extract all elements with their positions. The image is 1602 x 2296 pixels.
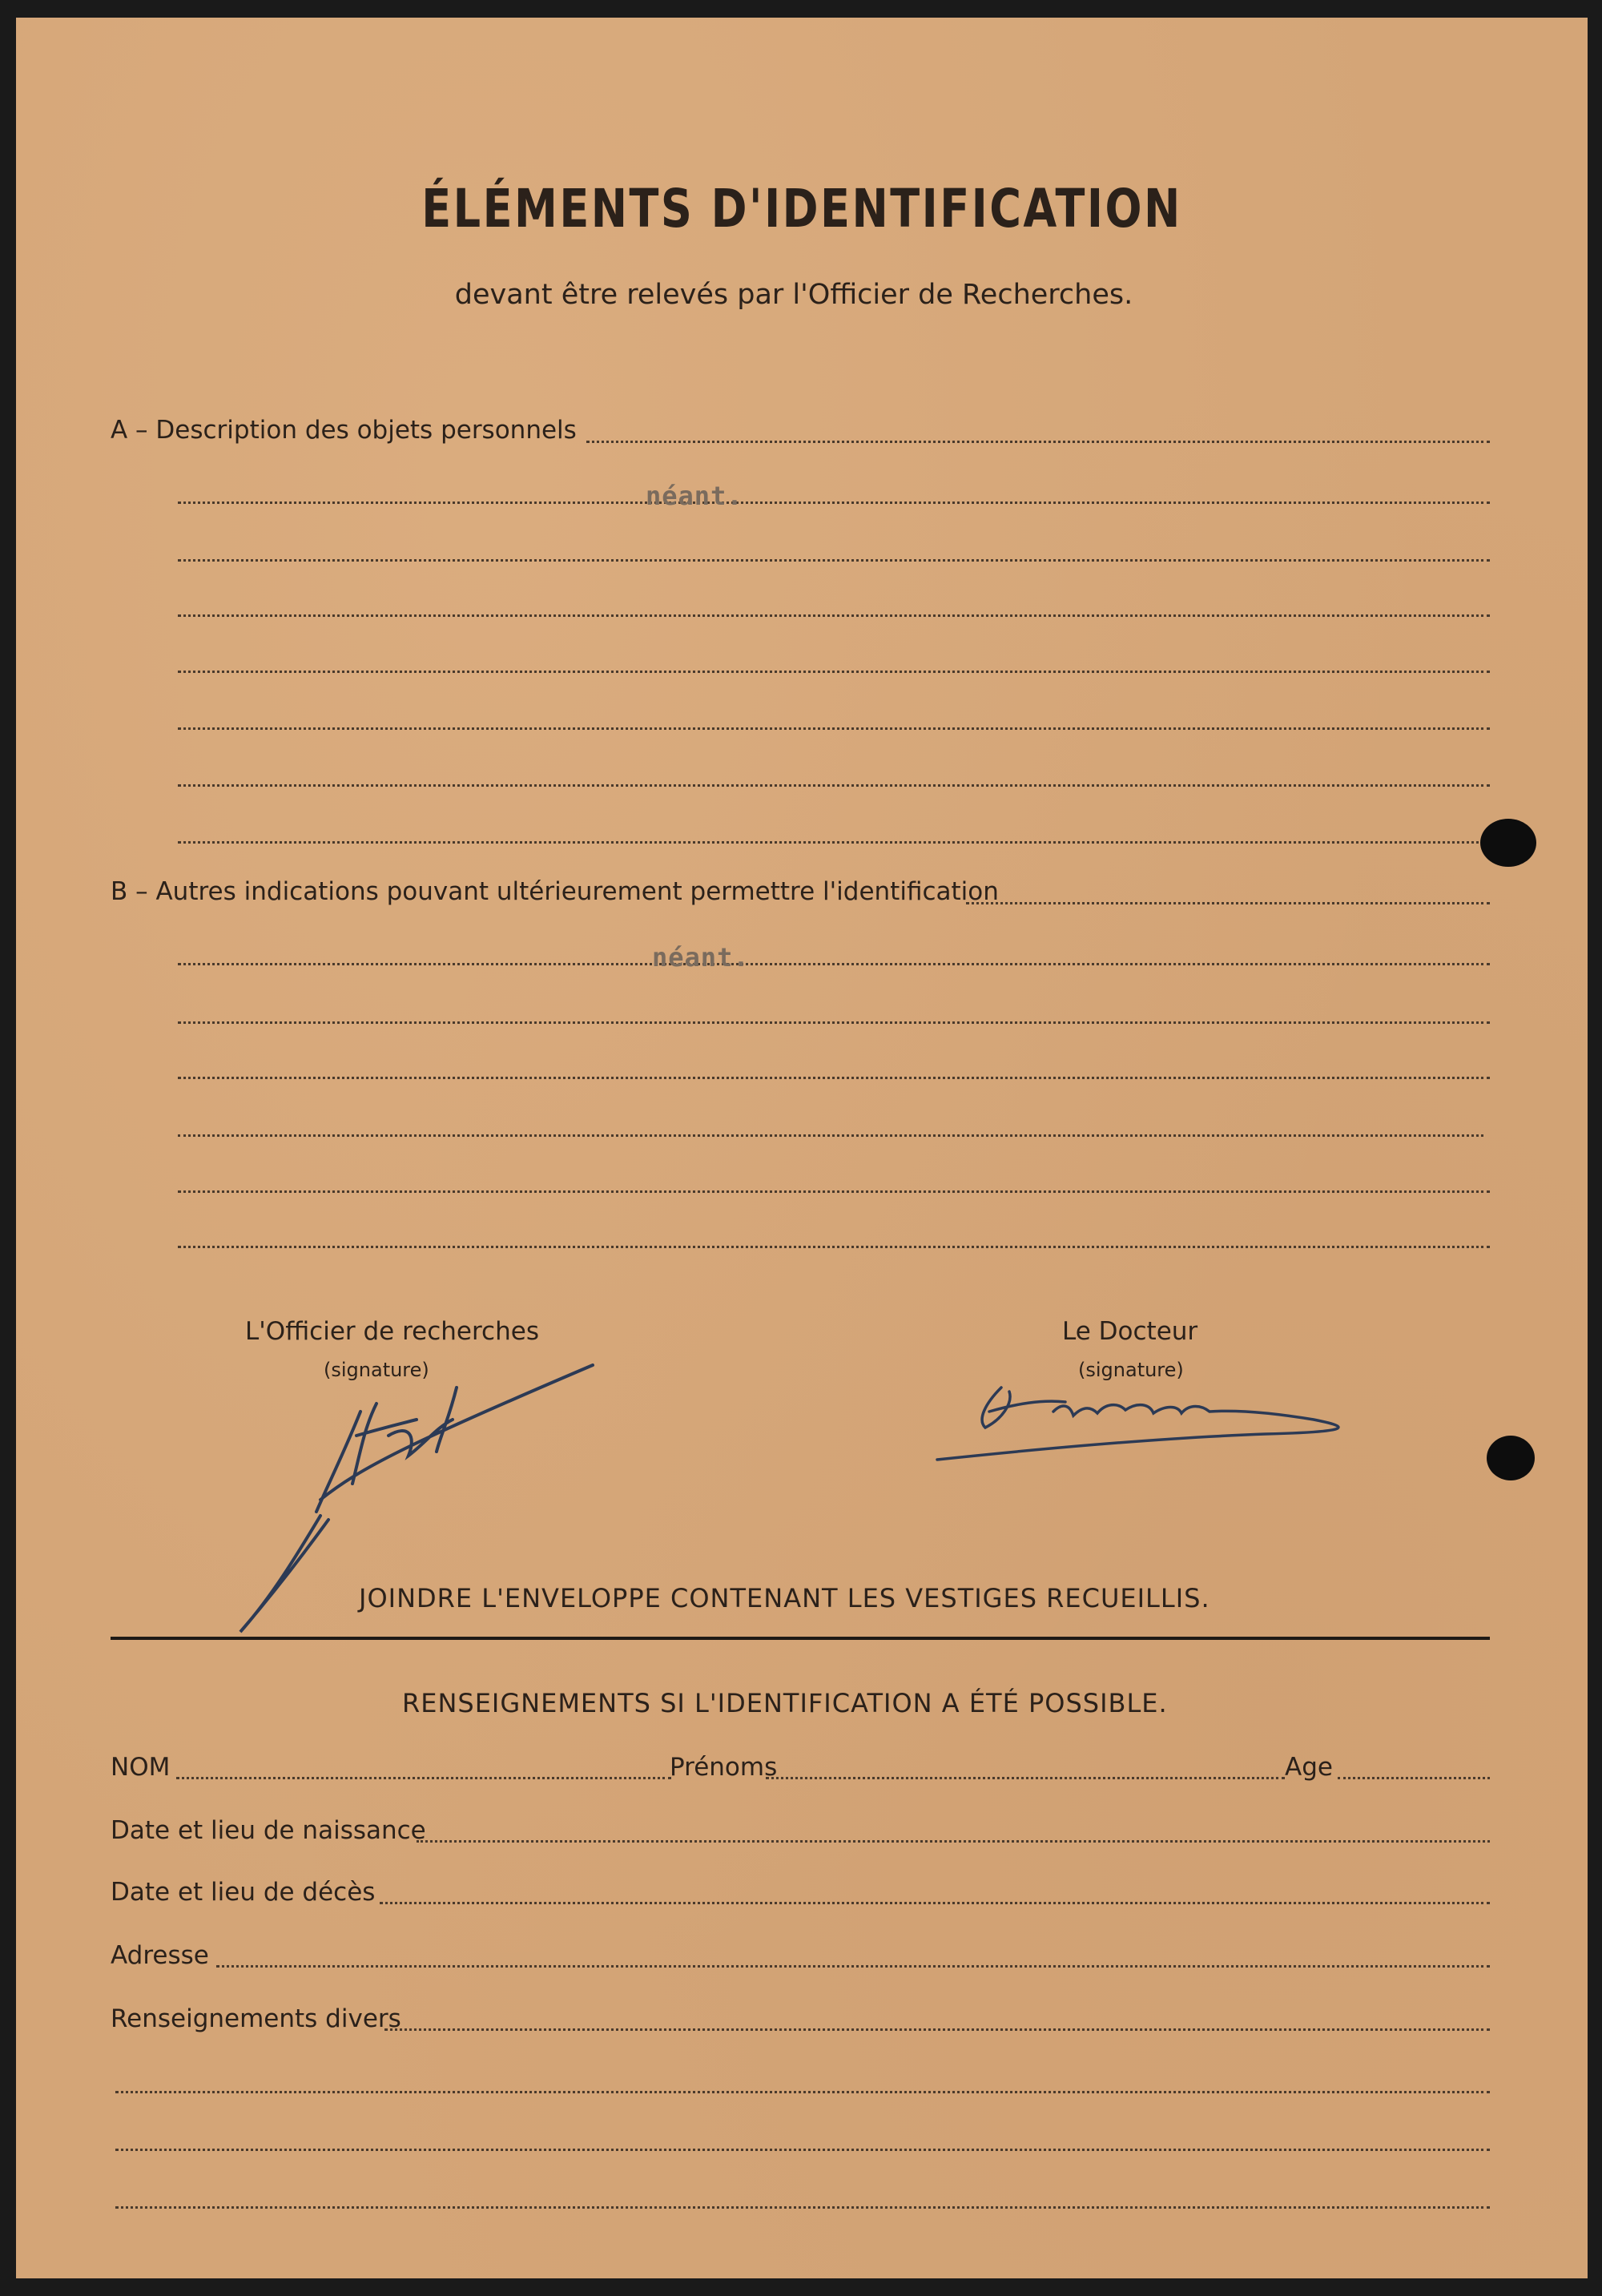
section-b-line-1 — [966, 902, 1490, 904]
doctor-signature-note: (signature) — [1078, 1359, 1184, 1381]
doctor-signature — [913, 1364, 1394, 1476]
naissance-label: Date et lieu de naissance — [111, 1816, 426, 1845]
section-b-typed-value: néant. — [652, 942, 750, 973]
nom-line — [176, 1777, 671, 1779]
divers-line-4 — [115, 2206, 1490, 2209]
section-a-line-5 — [178, 671, 1490, 673]
adresse-line — [216, 1965, 1490, 1968]
section-a-line-1 — [586, 441, 1490, 443]
deces-label: Date et lieu de décès — [111, 1878, 376, 1907]
adresse-label: Adresse — [111, 1941, 209, 1970]
form-title: ÉLÉMENTS D'IDENTIFICATION — [421, 178, 1182, 240]
form-subtitle: devant être relevés par l'Officier de Recherches. — [454, 279, 1133, 311]
section-b-line-4 — [178, 1077, 1490, 1079]
section-b-line-3 — [178, 1021, 1490, 1024]
section-a-line-8 — [178, 841, 1490, 844]
officer-signature-note: (signature) — [324, 1359, 429, 1381]
section-divider — [111, 1637, 1490, 1640]
section-b-label: B – Autres indications pouvant ultérieurement permettre l'identification — [111, 877, 999, 906]
section-b-line-2 — [178, 963, 1490, 965]
prenoms-label: Prénoms — [670, 1753, 778, 1782]
naissance-line — [417, 1840, 1490, 1843]
section-b-line-5 — [178, 1134, 1483, 1137]
divers-line-1 — [384, 2028, 1490, 2031]
identification-heading: RENSEIGNEMENTS SI L'IDENTIFICATION A ÉTÉ POSSIBLE. — [402, 1688, 1168, 1718]
section-a-label: A – Description des objets personnels — [111, 416, 577, 445]
doctor-title: Le Docteur — [1062, 1317, 1198, 1346]
age-label: Age — [1285, 1753, 1333, 1782]
age-line — [1338, 1777, 1490, 1779]
divers-label: Renseignements divers — [111, 2004, 401, 2033]
punch-hole-top — [1480, 819, 1536, 867]
section-a-typed-value: néant. — [646, 481, 743, 511]
section-a-line-7 — [178, 784, 1490, 787]
punch-hole-bottom — [1487, 1436, 1535, 1480]
section-a-line-4 — [178, 614, 1490, 617]
section-b-line-7 — [178, 1246, 1490, 1248]
prenoms-line — [766, 1777, 1285, 1779]
section-b-line-6 — [178, 1190, 1490, 1193]
deces-line — [380, 1902, 1490, 1904]
divers-line-2 — [115, 2091, 1490, 2093]
envelope-notice: JOINDRE L'ENVELOPPE CONTENANT LES VESTIGES RECUEILLIS. — [359, 1583, 1210, 1613]
form-sheet — [16, 18, 1588, 2278]
section-a-line-3 — [178, 559, 1490, 562]
section-a-line-2 — [178, 501, 1490, 504]
nom-label: NOM — [111, 1753, 171, 1782]
section-a-line-6 — [178, 727, 1490, 730]
divers-line-3 — [115, 2149, 1490, 2151]
officer-title: L'Officier de recherches — [245, 1317, 539, 1346]
